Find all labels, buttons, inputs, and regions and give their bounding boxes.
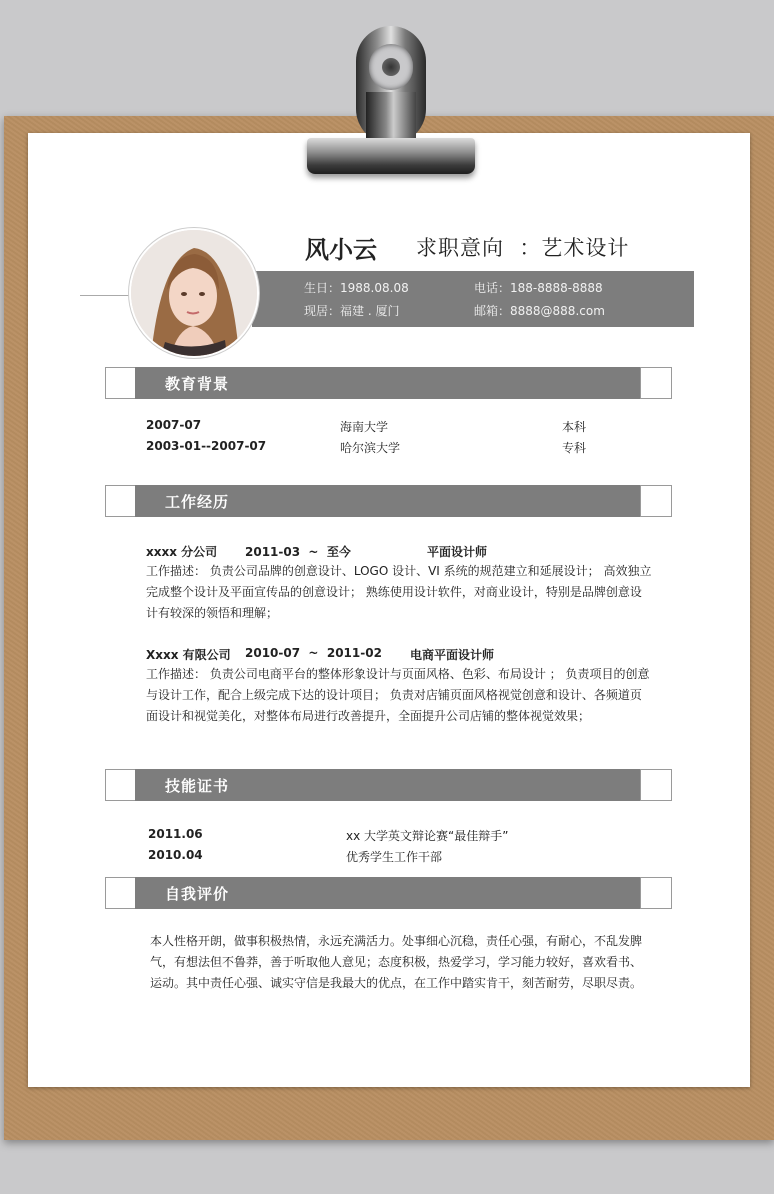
self-evaluation: 本人性格开朗，做事积极热情，永远充满活力。处事细心沉稳，责任心强，有耐心，不乱发脾气，有想法但不鲁莽，善于听取他人意见；态度积极，热爱学习，学习能力较好，喜欢看书、运动。其中责任心强、诚实守信是我最大的优点，在工作中踏实肯干，刻苦耐劳，尽职尽责。 bbox=[150, 934, 643, 990]
skill-item: 优秀学生工作干部 bbox=[346, 850, 443, 864]
edu-degree: 本科 bbox=[562, 420, 587, 434]
job-role: 电商平面设计师 bbox=[410, 648, 495, 662]
section-self bbox=[105, 877, 671, 909]
section-title: 自我评价 bbox=[165, 885, 230, 903]
section-title: 技能证书 bbox=[165, 777, 230, 795]
divider bbox=[80, 295, 130, 296]
edu-school: 海南大学 bbox=[340, 420, 389, 434]
section-education bbox=[105, 367, 671, 399]
edu-date: 2007-07 bbox=[146, 418, 202, 432]
job-period: 2011-03 ~ 至今 bbox=[245, 545, 351, 559]
contact-bar bbox=[252, 271, 694, 327]
address: 现居：福建 . 厦门 bbox=[304, 304, 400, 318]
edu-date: 2003-01--2007-07 bbox=[146, 439, 267, 453]
section-title: 工作经历 bbox=[165, 493, 230, 511]
edu-degree: 专科 bbox=[562, 441, 587, 455]
job-description: 工作描述： 负责公司电商平台的整体形象设计与页面风格、色彩、布局设计 ； 负责项目的创意与设计工作，配合上级完成下达的设计项目； 负责对店铺页面风格视觉创意和设计、各频道页面设计和视觉美化，对整体布局进行改善提升，全面提升公司店铺的整体视觉效果； bbox=[146, 667, 650, 723]
skill-date: 2011.06 bbox=[148, 827, 203, 841]
avatar-photo-icon bbox=[131, 230, 257, 356]
phone-number: 电话：188-8888-8888 bbox=[474, 281, 603, 295]
job-period: 2010-07 ~ 2011-02 bbox=[245, 646, 382, 660]
job-role: 平面设计师 bbox=[427, 545, 488, 559]
job-description: 工作描述： 负责公司品牌的创意设计、LOGO 设计、VI 系统的规范建立和延展设计； 高效独立完成整个设计及平面宣传品的创意设计； 熟练使用设计软件，对商业设计，特别是品牌创意设计有较深的领悟和理解； bbox=[146, 564, 652, 620]
skill-item: xx 大学英文辩论赛“最佳辩手” bbox=[346, 829, 509, 843]
job-company: xxxx 分公司 bbox=[146, 545, 218, 559]
email: 邮箱：8888@888.com bbox=[474, 304, 605, 318]
candidate-name: 风小云 bbox=[305, 236, 377, 264]
job-intent: 求职意向 ：艺术设计 bbox=[416, 236, 630, 260]
section-work bbox=[105, 485, 671, 517]
skill-date: 2010.04 bbox=[148, 848, 203, 862]
edu-school: 哈尔滨大学 bbox=[340, 441, 401, 455]
section-skills bbox=[105, 769, 671, 801]
section-title: 教育背景 bbox=[165, 375, 230, 393]
job-company: Xxxx 有限公司 bbox=[146, 648, 231, 662]
avatar bbox=[129, 228, 259, 358]
birth-date: 生日：1988.08.08 bbox=[304, 281, 409, 295]
